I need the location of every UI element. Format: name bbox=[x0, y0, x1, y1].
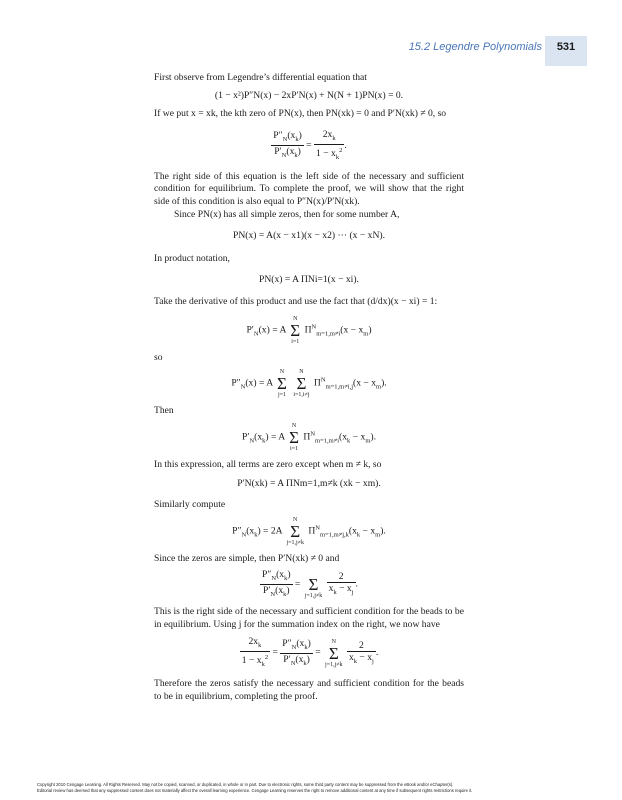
page-number: 531 bbox=[556, 41, 576, 53]
equation-sum-ratio: $\frac{P''_N(x_k)}{P'_N(x_k)}$ = Σ j=1,j≠k $\frac{2}{x_k - x_j}$ . bbox=[262, 569, 358, 600]
paragraph-7: so bbox=[154, 351, 163, 363]
equation-second-at-zero: $P''_N(x_k) = 2A$ N Σ j=1,j≠k $\Pi^N_{m=1,m\ne j,k}(x_k - x_m)$. bbox=[232, 516, 386, 546]
paragraph-9: In this expression, all terms are zero except when m ≠ k, so bbox=[154, 458, 382, 470]
equation-second-derivative: $P''_N(x) = A$ N Σ j=1 N Σ i=1,i≠j $\Pi^N_{m=1,m\ne i,j}(x - x_m)$. bbox=[231, 369, 387, 399]
footer-line-1: Copyright 2010 Cengage Learning. All Rights Reserved. May not be copied, scanned, or duplicated, in whole or in part. Due to electronic rights, some third party content may be suppressed from the eBook and/or eChapter(s). bbox=[37, 782, 454, 787]
paragraph-13: Therefore the zeros satisfy the necessary and sufficient condition for the beads to be in equilibrium, completing the proof. bbox=[154, 678, 464, 702]
footer-line-2: Editorial review has deemed that any suppressed content does not materially affect the overall learning experience. Cengage Learning reserves the right to remove additional content at any time if subsequent rights restrictions require it. bbox=[37, 787, 473, 793]
paragraph-1: First observe from Legendre’s differential equation that bbox=[154, 72, 367, 83]
paragraph-11: Since the zeros are simple, then P′N(xk) ≠ 0 and bbox=[154, 552, 340, 564]
paragraph-6: Take the derivative of this product and use the fact that (d/dx)(x − xi) = 1: bbox=[154, 295, 438, 307]
paragraph-8: Then bbox=[154, 405, 174, 417]
equation-legendre: (1 − x²)P″N(x) − 2xP′N(x) + N(N + 1)PN(x) = 0. bbox=[214, 89, 404, 101]
paragraph-12: This is the right side of the necessary and sufficient condition for the beads to be in equilibrium. Using j for the summation index on the right, we now have bbox=[154, 606, 464, 630]
copyright-footer bbox=[37, 782, 587, 793]
equation-final: $\frac{2x_k}{1 - x_k^2}$ = $\frac{P''_N(x_k)}{P'_N(x_k)}$ = N Σ j=1,j≠k $\frac{2}{x_k - x_j}$ . bbox=[241, 636, 379, 669]
equation-first-derivative: $P'_N(x) = A$ N Σ i=1 $\Pi^N_{m=1,m\ne i}(x - x_m)$ bbox=[246, 315, 372, 345]
equation-product-notation: PN(x) = A ΠNi=1(x − xi). bbox=[259, 274, 359, 286]
paragraph-2: If we put x = xk, the kth zero of PN(x), then PN(xk) = 0 and P′N(xk) ≠ 0, so bbox=[154, 108, 447, 120]
equation-derivative-at-zero: $P'_N(x_k) = A$ N Σ i=1 $\Pi^N_{m=1,m\ne i}(x_k - x_m)$. bbox=[242, 422, 376, 452]
equation-ratio: $\frac{P''_N(x_k)}{P'_N(x_k)}$ = $\frac{2x_k}{1 - x_k^2}$ . bbox=[273, 128, 347, 161]
equation-product-form: PN(x) = A(x − x1)(x − x2) ··· (x − xN). bbox=[233, 230, 385, 242]
running-header bbox=[0, 36, 622, 66]
section-title: 15.2 Legendre Polynomials bbox=[408, 41, 542, 53]
page-body bbox=[154, 72, 464, 703]
paragraph-10: Similarly compute bbox=[154, 498, 226, 510]
equation-single-term: P′N(xk) = A ΠNm=1,m≠k (xk − xm). bbox=[237, 478, 381, 490]
paragraph-3: The right side of this equation is the left side of the necessary and sufficient condition for equilibrium. To complete the proof, we will show that the right side of this condition is also equal to P″N(x)/P′N(xk). bbox=[154, 170, 464, 207]
paragraph-4: Since PN(x) has all simple zeros, then for some number A, bbox=[174, 208, 400, 220]
paragraph-5: In product notation, bbox=[154, 252, 230, 264]
